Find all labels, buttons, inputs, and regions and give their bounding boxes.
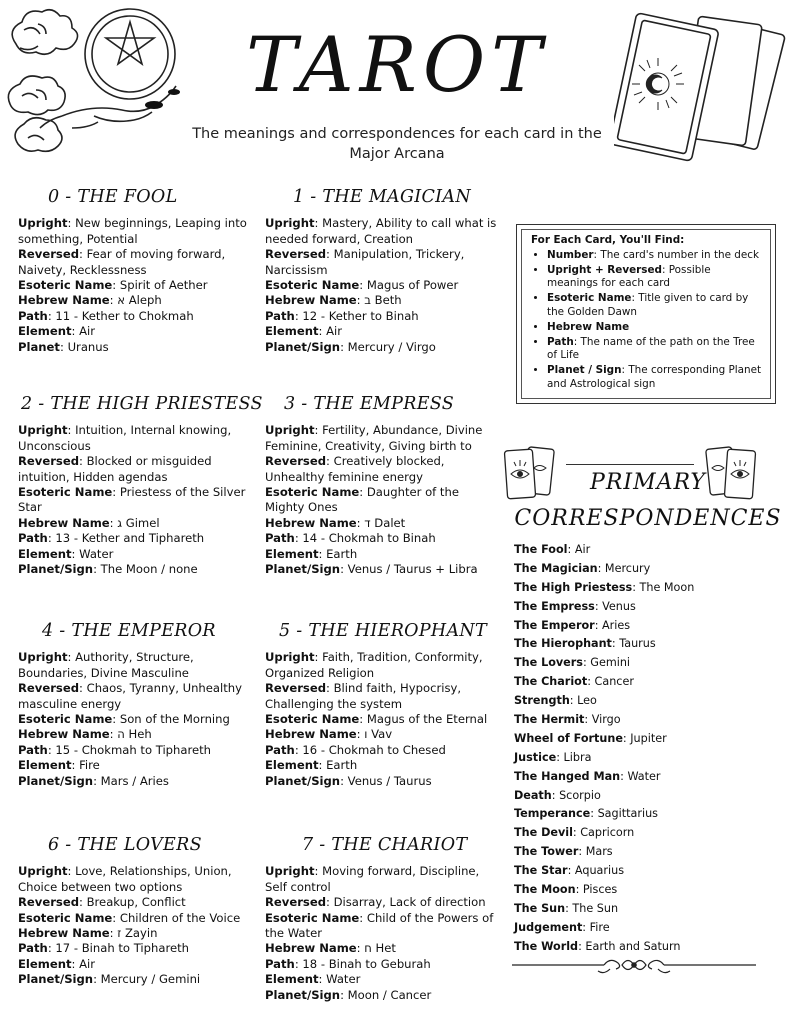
card-fields	[18, 216, 254, 355]
field-element: Element: Air	[18, 956, 96, 971]
guide-item-upright-reversed: • Upright + Reversed: Possible meanings for each card	[547, 264, 763, 292]
card-heading: 7 - THE CHARIOT	[302, 835, 468, 855]
field-path: Path: 17 - Binah to Tiphareth	[18, 941, 189, 956]
field-upright: Upright: New beginnings, Leaping into something, Potential	[18, 216, 247, 246]
list-item: Justice: Libra	[514, 750, 592, 764]
field-hebrew-name: Hebrew Name: ג Gimel	[18, 515, 160, 530]
correspondences-list	[514, 541, 790, 957]
card-fields	[265, 216, 501, 355]
list-item: Temperance: Sagittarius	[514, 807, 659, 821]
list-item: The Tower: Mars	[514, 845, 613, 859]
field-upright: Upright: Moving forward, Discipline, Self control	[265, 864, 480, 894]
field-upright: Upright: Love, Relationships, Union, Choice between two options	[18, 864, 232, 894]
guide-item-esoteric-name: • Esoteric Name: Title given to card by the Golden Dawn	[547, 292, 763, 320]
field-path: Path: 16 - Chokmah to Chesed	[265, 742, 446, 757]
field-path: Path: 14 - Chokmah to Binah	[265, 531, 436, 546]
correspondences-title-line1: PRIMARY	[590, 470, 706, 495]
list-item: The Star: Aquarius	[514, 864, 625, 878]
guide-item-number: • Number: The card's number in the deck	[547, 249, 763, 263]
field-reversed: Reversed: Fear of moving forward, Naivety, Recklessness	[18, 247, 226, 277]
card-the-fool	[18, 187, 254, 355]
field-esoteric-name: Esoteric Name: Spirit of Aether	[18, 278, 208, 293]
list-item: The World: Earth and Saturn	[514, 939, 681, 953]
card-the-chariot	[265, 835, 501, 1003]
field-esoteric-name: Esoteric Name: Magus of the Eternal	[265, 712, 488, 727]
list-item: The Chariot: Cancer	[514, 675, 634, 689]
field-reversed: Reversed: Blocked or misguided intuition, Hidden agendas	[18, 454, 212, 484]
field-esoteric-name: Esoteric Name: Children of the Voice	[18, 910, 241, 925]
field-esoteric-name: Esoteric Name: Son of the Morning	[18, 712, 230, 727]
card-fields	[265, 650, 501, 789]
title-rule	[566, 464, 694, 465]
field-element: Element: Water	[265, 972, 361, 987]
field-hebrew-name: Hebrew Name: ד Dalet	[265, 515, 406, 530]
list-item: The Emperor: Aries	[514, 618, 631, 632]
guide-item-planet-sign: • Planet / Sign: The corresponding Planet and Astrological sign	[547, 364, 763, 392]
card-heading: 3 - THE EMPRESS	[284, 394, 455, 414]
card-the-lovers	[18, 835, 254, 988]
field-path: Path: 13 - Kether and Tiphareth	[18, 531, 205, 546]
field-planet-sign: Planet/Sign: Venus / Taurus	[265, 773, 432, 788]
field-element: Element: Air	[18, 324, 96, 339]
field-planet-sign: Planet/Sign: Mercury / Gemini	[18, 972, 201, 987]
card-heading: 1 - THE MAGICIAN	[293, 187, 471, 207]
field-planet-sign: Planet/Sign: The Moon / none	[18, 562, 198, 577]
card-fields	[265, 864, 501, 1003]
list-item: The High Priestess: The Moon	[514, 580, 695, 594]
card-heading: 5 - THE HIEROPHANT	[279, 621, 487, 641]
field-planet-sign: Planet/Sign: Venus / Taurus + Libra	[265, 562, 478, 577]
field-reversed: Reversed: Chaos, Tyranny, Unhealthy masculine energy	[18, 681, 242, 711]
field-upright: Upright: Mastery, Ability to call what is needed forward, Creation	[265, 216, 497, 246]
field-element: Element: Fire	[18, 758, 100, 773]
field-path: Path: 18 - Binah to Geburah	[265, 956, 431, 971]
field-esoteric-name: Esoteric Name: Priestess of the Silver Star	[18, 485, 246, 515]
list-item: The Sun: The Sun	[514, 901, 619, 915]
guide-list	[531, 249, 763, 392]
list-item: The Fool: Air	[514, 543, 591, 556]
list-item: The Hermit: Virgo	[514, 713, 621, 727]
card-the-emperor	[18, 621, 254, 789]
field-path: Path: 12 - Kether to Binah	[265, 308, 419, 323]
list-item: The Moon: Pisces	[514, 883, 618, 897]
list-item: The Empress: Venus	[514, 599, 636, 613]
field-upright: Upright: Fertility, Abundance, Divine Feminine, Creativity, Giving birth to	[265, 423, 483, 453]
field-planet-sign: Planet/Sign: Mars / Aries	[18, 773, 169, 788]
page-subtitle: The meanings and correspondences for each card in the Major Arcana	[192, 126, 602, 162]
card-fields	[265, 423, 501, 577]
field-reversed: Reversed: Breakup, Conflict	[18, 895, 186, 910]
field-path: Path: 15 - Chokmah to Tiphareth	[18, 742, 212, 757]
field-upright: Upright: Intuition, Internal knowing, Unconscious	[18, 423, 232, 453]
card-heading: 0 - THE FOOL	[48, 187, 178, 207]
field-hebrew-name: Hebrew Name: ח Het	[265, 941, 396, 956]
field-upright: Upright: Authority, Structure, Boundaries, Divine Masculine	[18, 650, 194, 680]
list-item: Strength: Leo	[514, 694, 597, 708]
field-reversed: Reversed: Creatively blocked, Unhealthy feminine energy	[265, 454, 445, 484]
list-item: Wheel of Fortune: Jupiter	[514, 731, 667, 745]
field-element: Element: Water	[18, 546, 114, 561]
card-heading: 4 - THE EMPEROR	[42, 621, 216, 641]
list-item: Death: Scorpio	[514, 788, 601, 802]
card-the-empress	[265, 394, 501, 577]
field-planet-sign: Planet/Sign: Mercury / Virgo	[265, 339, 436, 354]
card-fields	[18, 864, 254, 987]
card-fields	[18, 650, 254, 789]
list-item: The Devil: Capricorn	[514, 826, 635, 840]
list-item: The Magician: Mercury	[514, 561, 651, 575]
field-element: Element: Air	[265, 324, 343, 339]
field-reversed: Reversed: Disarray, Lack of direction	[265, 895, 486, 910]
guide-heading: For Each Card, You'll Find:	[531, 234, 685, 246]
field-planet-sign: Planet/Sign: Moon / Cancer	[265, 987, 432, 1002]
guide-item-path: • Path: The name of the path on the Tree of Life	[547, 336, 763, 364]
field-path: Path: 11 - Kether to Chokmah	[18, 308, 194, 323]
card-fields	[18, 423, 254, 577]
field-esoteric-name: Esoteric Name: Magus of Power	[265, 278, 459, 293]
guide-item-hebrew-name: • Hebrew Name	[547, 321, 763, 335]
list-item: Judgement: Fire	[514, 920, 610, 934]
card-the-magician	[265, 187, 501, 355]
list-item: The Hanged Man: Water	[514, 769, 661, 783]
card-the-high-priestess	[18, 394, 263, 577]
field-esoteric-name: Esoteric Name: Child of the Powers of the Water	[265, 910, 494, 941]
field-hebrew-name: Hebrew Name: א Aleph	[18, 293, 162, 308]
field-element: Element: Earth	[265, 546, 358, 561]
card-guide-box	[516, 224, 776, 404]
card-the-hierophant	[265, 621, 501, 789]
ornamental-divider-icon	[512, 953, 756, 977]
field-hebrew-name: Hebrew Name: ז Zayin	[18, 926, 158, 941]
page-title: TAROT	[246, 20, 548, 109]
field-reversed: Reversed: Manipulation, Trickery, Narcissism	[265, 247, 465, 277]
card-heading: 6 - THE LOVERS	[48, 835, 202, 855]
field-upright: Upright: Faith, Tradition, Conformity, Organized Religion	[265, 650, 483, 680]
list-item: The Hierophant: Taurus	[514, 637, 656, 651]
field-hebrew-name: Hebrew Name: ה Heh	[18, 727, 152, 742]
field-element: Element: Earth	[265, 758, 358, 773]
field-esoteric-name: Esoteric Name: Daughter of the Mighty Ones	[265, 485, 459, 515]
field-reversed: Reversed: Blind faith, Hypocrisy, Challenging the system	[265, 681, 462, 711]
field-hebrew-name: Hebrew Name: ו Vav	[265, 727, 393, 742]
card-heading: 2 - THE HIGH PRIESTESS	[21, 394, 263, 414]
field-planet: Planet: Uranus	[18, 339, 109, 354]
list-item: The Lovers: Gemini	[514, 656, 631, 670]
correspondences-title-line2: CORRESPONDENCES	[514, 506, 782, 531]
field-hebrew-name: Hebrew Name: ב Beth	[265, 293, 402, 308]
